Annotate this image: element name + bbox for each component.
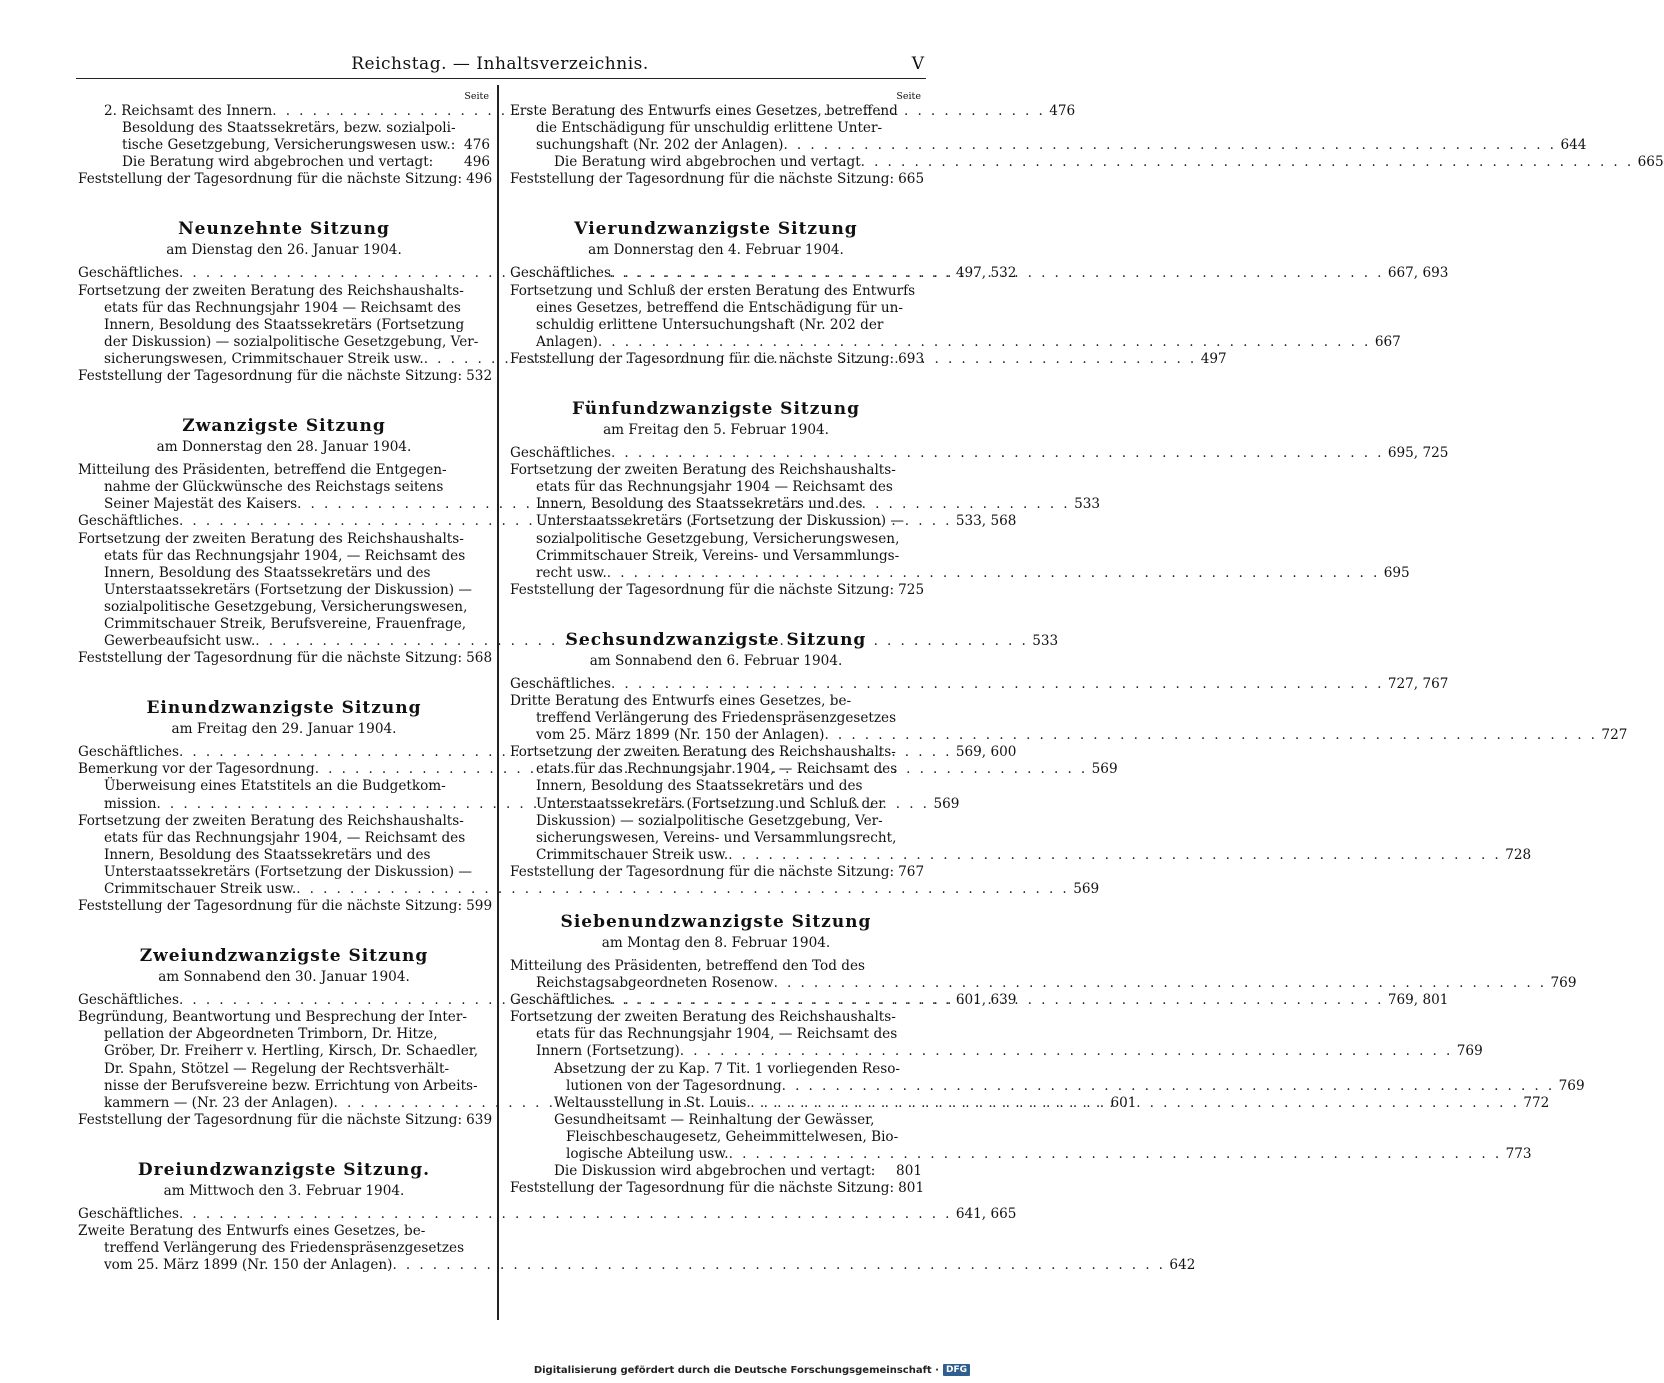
toc-entry-text: nisse der Berufsvereine bezw. Errichtung von Arbeits-	[104, 1077, 478, 1094]
section-spacer	[510, 188, 922, 218]
leader-dots	[774, 975, 1547, 992]
toc-entry-text: Crimmitschauer Streik usw.	[536, 846, 729, 863]
toc-entry	[78, 1009, 490, 1026]
toc-entry-text: Fortsetzung der zweiten Beratung des Reichshaushalts-	[78, 282, 464, 299]
toc-entry-text: Fortsetzung und Schluß der ersten Beratung des Entwurfs	[510, 282, 916, 299]
session-title: Fünfundzwanzigste Sitzung	[571, 399, 861, 420]
toc-entry-text: etats für das Rechnungsjahr 1904, — Reichsamt des	[536, 761, 898, 778]
toc-entry-text: Feststellung der Tagesordnung für die nächste Sitzung:	[78, 368, 463, 385]
toc-entry-text: tische Gesetzgebung, Versicherungswesen usw.:	[122, 137, 456, 154]
toc-entry-text: Innern, Besoldung des Staatssekretärs und des	[104, 846, 431, 863]
leader-dots	[179, 1206, 952, 1223]
toc-entry	[78, 120, 490, 137]
toc-entry-text: Feststellung der Tagesordnung für die nächste Sitzung:	[510, 350, 895, 367]
toc-entry	[510, 171, 925, 188]
toc-entry-text: Feststellung der Tagesordnung für die nächste Sitzung:	[510, 581, 895, 598]
toc-entry-text: Dritte Beratung des Entwurfs eines Gesetzes, be-	[510, 692, 852, 709]
page-number: V	[911, 54, 924, 74]
toc-entry	[78, 479, 490, 496]
toc-entry-text: Reichstagsabgeordneten Rosenow	[536, 975, 774, 992]
header-rule	[76, 78, 926, 79]
session-title: Einundzwanzigste Sitzung	[146, 698, 422, 719]
toc-entry-text: kammern — (Nr. 23 der Anlagen)	[104, 1094, 334, 1111]
toc-entry-text: vom 25. März 1899 (Nr. 150 der Anlagen)	[104, 1257, 393, 1274]
toc-entry	[78, 830, 490, 847]
toc-entry-text: eines Gesetzes, betreffend die Entschädigung für un-	[536, 299, 903, 316]
toc-page-number: 599	[466, 898, 493, 915]
toc-entry	[510, 1061, 922, 1078]
section-spacer	[78, 188, 490, 218]
toc-entry-text: Erste Beratung des Entwurfs eines Gesetzes, betreffend	[510, 103, 898, 119]
session-title: Zweiundzwanzigste Sitzung	[139, 946, 429, 967]
section-spacer	[78, 1129, 490, 1159]
toc-entry-text: Begründung, Beantwortung und Besprechung der Inter-	[78, 1009, 467, 1026]
toc-page-number: 569	[1073, 881, 1100, 897]
toc-entry-text: Gesundheitsamt — Reinhaltung der Gewässer,	[554, 1111, 875, 1128]
toc-entry	[510, 564, 1410, 582]
toc-entry	[510, 1043, 1483, 1060]
toc-page-number: 769	[1558, 1077, 1585, 1094]
toc-entry-text: Feststellung der Tagesordnung für die nächste Sitzung:	[510, 171, 895, 188]
toc-page-number: 569	[933, 795, 960, 812]
leader-dots	[746, 1095, 1519, 1112]
toc-entry-text: treffend Verlängerung des Friedenspräsenzgesetzes	[536, 710, 897, 727]
toc-entry-text: Die Beratung wird abgebrochen und vertagt	[554, 154, 861, 171]
toc-entry-text: Geschäftliches	[510, 445, 611, 462]
toc-page-number: 727, 767	[1387, 675, 1449, 692]
toc-entry-text: Fortsetzung der zweiten Beratung des Reichshaushalts-	[78, 530, 464, 547]
toc-entry	[510, 958, 922, 975]
toc-page-number: 569	[1091, 761, 1118, 778]
toc-page-number: 642	[1169, 1257, 1196, 1274]
toc-entry-text: Geschäftliches	[510, 675, 611, 692]
toc-page-number: 496	[466, 171, 493, 188]
toc-entry-text: mission	[104, 795, 157, 812]
toc-entry-text: etats für das Rechnungsjahr 1904, — Reichsamt des	[536, 1026, 898, 1043]
section-spacer	[510, 881, 922, 911]
toc-entry	[510, 548, 922, 565]
toc-entry-text: suchungshaft (Nr. 202 der Anlagen)	[536, 137, 784, 154]
toc-entry-text: der Diskussion) — sozialpolitische Gesetzgebung, Ver-	[104, 333, 479, 350]
toc-entry-text: Crimmitschauer Streik, Vereins- und Versammlungs-	[536, 547, 900, 564]
toc-entry-text: Crimmitschauer Streik usw.	[104, 881, 297, 897]
toc-entry	[510, 846, 1532, 864]
toc-entry	[78, 778, 490, 795]
toc-entry	[510, 283, 922, 300]
toc-page-number: 497, 532	[955, 265, 1017, 282]
toc-entry-text: Feststellung der Tagesordnung für die nächste Sitzung:	[78, 1111, 463, 1128]
toc-entry	[510, 796, 922, 813]
toc-entry	[78, 368, 493, 385]
footer-credit	[534, 1364, 970, 1376]
toc-entry-text: Geschäftliches	[510, 992, 611, 1009]
toc-entry	[78, 1061, 490, 1078]
toc-entry-text: Zweite Beratung des Entwurfs eines Gesetzes, be-	[78, 1223, 426, 1240]
toc-entry	[510, 1077, 1585, 1095]
toc-page-number: 639	[466, 1111, 493, 1128]
toc-entry-text: Geschäftliches	[78, 744, 179, 761]
toc-entry-text: logische Abteilung usw.	[566, 1146, 729, 1163]
toc-entry-text: sicherungswesen, Vereins- und Versammlungsrecht,	[536, 829, 897, 846]
toc-entry-text: etats für das Rechnungsjahr 1904, — Reichsamt des	[104, 829, 466, 846]
toc-entry	[510, 1163, 922, 1180]
toc-page-number: 695	[1383, 564, 1410, 581]
toc-page-number: 569, 600	[955, 744, 1017, 761]
dfg-logo: DFG	[943, 1364, 970, 1376]
toc-entry	[78, 599, 490, 616]
leader-dots	[598, 334, 1371, 351]
toc-page-number: 601	[1110, 1094, 1137, 1111]
toc-entry-text: Weltausstellung in St. Louis	[554, 1094, 747, 1111]
toc-entry	[510, 1180, 925, 1197]
session-date: am Dienstag den 26. Januar 1904.	[166, 242, 402, 259]
session-date: am Montag den 8. Februar 1904.	[601, 935, 831, 951]
toc-entry-text: Seiner Majestät des Kaisers	[104, 496, 298, 513]
page-column-label: Seite	[896, 91, 921, 102]
toc-entry	[78, 137, 490, 154]
toc-entry-text: Innern, Besoldung des Staatssekretärs und des	[536, 496, 863, 513]
toc-entry	[510, 813, 922, 830]
toc-page-number: 667	[1374, 333, 1401, 350]
toc-page-number: 665	[898, 171, 925, 188]
toc-entry-text: Geschäftliches	[78, 1205, 179, 1222]
session-title: Neunzehnte Sitzung	[178, 219, 390, 240]
toc-entry	[510, 830, 922, 847]
toc-entry	[510, 154, 1664, 171]
toc-entry-text: Innern (Fortsetzung)	[536, 1043, 680, 1060]
session-title: Vierundzwanzigste Sitzung	[574, 219, 858, 240]
toc-entry	[78, 300, 490, 317]
toc-entry-text: Fortsetzung der zweiten Beratung des Reichshaushalts-	[510, 744, 896, 761]
toc-page-number: 496	[464, 154, 490, 171]
toc-entry-text: die Entschädigung für unschuldig erlittene Unter-	[536, 120, 883, 137]
toc-entry-text: Geschäftliches	[78, 992, 179, 1009]
toc-entry	[510, 103, 922, 120]
header-title: Reichstag. — Inhaltsverzeichnis.	[351, 54, 649, 74]
toc-page-number: 769	[1550, 975, 1577, 992]
toc-entry-text: Absetzung der zu Kap. 7 Tit. 1 vorliegenden Reso-	[554, 1060, 901, 1077]
toc-entry	[78, 154, 490, 171]
toc-entry-text: Fortsetzung der zweiten Beratung des Reichshaushalts-	[510, 1009, 896, 1026]
toc-entry	[78, 565, 490, 582]
toc-entry-text: Dr. Spahn, Stötzel — Regelung der Rechtsverhält-	[104, 1060, 450, 1077]
toc-entry-text: Feststellung der Tagesordnung für die nächste Sitzung:	[78, 650, 463, 667]
toc-page-number: 728	[1505, 846, 1532, 863]
toc-entry	[510, 727, 1628, 744]
leader-dots	[680, 1043, 1453, 1060]
toc-entry-text: Geschäftliches	[78, 265, 179, 282]
toc-entry	[510, 863, 925, 881]
toc-entry-text: Diskussion) — sozialpolitische Gesetzgebung, Ver-	[536, 812, 883, 829]
toc-entry	[510, 333, 1401, 351]
toc-page-number: 801	[896, 1163, 922, 1180]
toc-entry-text: Fortsetzung der zweiten Beratung des Reichshaushalts-	[510, 462, 896, 479]
leader-dots	[783, 137, 1556, 154]
toc-entry	[510, 693, 922, 710]
toc-entry	[510, 300, 922, 317]
toc-entry	[510, 1026, 922, 1043]
toc-entry	[510, 975, 1577, 992]
toc-entry-text: Gewerbeaufsicht usw.	[104, 633, 256, 650]
toc-page-number: 769	[1456, 1043, 1483, 1060]
toc-page-number: 693	[898, 350, 925, 367]
section-spacer	[78, 915, 490, 945]
toc-entry	[510, 1129, 922, 1146]
toc-entry-text: Geschäftliches	[78, 513, 179, 530]
toc-entry	[510, 445, 1449, 462]
toc-entry	[78, 881, 1100, 898]
toc-entry	[78, 864, 490, 881]
session-title: Dreiundzwanzigste Sitzung.	[137, 1159, 431, 1180]
toc-page-number: 772	[1523, 1094, 1550, 1111]
session-date: am Donnerstag den 4. Februar 1904.	[588, 242, 844, 259]
toc-page-number: 644	[1560, 137, 1587, 154]
toc-entry-text: etats für das Rechnungsjahr 1904, — Reichsamt des	[104, 547, 466, 564]
toc-entry	[78, 1240, 490, 1257]
toc-entry-text: schuldig erlittene Untersuchungshaft (Nr. 202 der	[536, 316, 884, 333]
toc-page-number: 773	[1505, 1146, 1532, 1163]
toc-entry-text: Anlagen)	[536, 333, 598, 350]
toc-entry-text: Unterstaatssekretärs (Fortsetzung der Diskussion) —	[104, 581, 473, 598]
toc-entry-text: etats für das Rechnungsjahr 1904 — Reichsamt des	[536, 479, 893, 496]
toc-entry-text: Feststellung der Tagesordnung für die nächste Sitzung:	[510, 863, 895, 880]
toc-entry	[78, 317, 490, 334]
toc-page-number: 665	[1637, 154, 1664, 171]
toc-entry	[78, 531, 490, 548]
toc-page-number: 769, 801	[1387, 992, 1449, 1009]
section-spacer	[78, 385, 490, 415]
toc-entry	[78, 650, 493, 667]
toc-entry	[78, 283, 490, 300]
toc-page-number: 533, 568	[955, 513, 1017, 530]
toc-entry	[78, 1043, 490, 1060]
toc-entry-text: sozialpolitische Gesetzgebung, Versicherungswesen,	[536, 530, 900, 547]
toc-entry	[78, 1111, 493, 1129]
leader-dots	[392, 1257, 1165, 1274]
toc-entry-text: Mitteilung des Präsidenten, betreffend den Tod des	[510, 958, 865, 974]
toc-entry	[78, 171, 493, 188]
toc-entry-text: Feststellung der Tagesordnung für die nächste Sitzung:	[78, 898, 463, 915]
session-title: Siebenundzwanzigste Sitzung	[560, 912, 872, 932]
toc-entry-text: Feststellung der Tagesordnung für die nächste Sitzung:	[510, 1180, 895, 1197]
toc-page-number: 476	[464, 137, 490, 154]
toc-entry	[78, 582, 490, 599]
toc-entry-text: Bemerkung vor der Tagesordnung	[78, 761, 315, 778]
toc-entry	[510, 496, 922, 513]
toc-entry	[78, 1223, 490, 1240]
section-spacer	[78, 667, 490, 697]
toc-page-number: 601, 639	[955, 992, 1017, 1009]
session-title: Sechsundzwanzigste Sitzung	[565, 629, 867, 650]
toc-entry	[78, 616, 490, 633]
toc-entry	[510, 1112, 922, 1129]
page-column-label: Seite	[464, 91, 489, 102]
leader-dots	[607, 565, 1380, 582]
toc-entry	[78, 813, 490, 830]
toc-entry-text: Die Diskussion wird abgebrochen und vertagt:	[554, 1163, 876, 1180]
section-spacer	[510, 599, 922, 629]
running-header	[0, 54, 1000, 78]
toc-entry-text: Gröber, Dr. Freiherr v. Hertling, Kirsch, Dr. Schaedler,	[104, 1043, 479, 1060]
toc-entry-text: lutionen von der Tagesordnung	[566, 1077, 782, 1094]
toc-entry	[78, 1205, 1017, 1223]
toc-entry	[78, 548, 490, 565]
toc-entry-text: Fortsetzung der zweiten Beratung des Reichshaushalts-	[78, 812, 464, 829]
toc-entry	[510, 710, 922, 727]
toc-entry-text: sicherungswesen, Crimmitschauer Streik usw.	[104, 350, 424, 367]
toc-entry-text: recht usw.	[536, 564, 607, 581]
toc-entry-text: Fleischbeschaugesetz, Geheimmittelwesen, Bio-	[566, 1128, 899, 1145]
toc-page-number: 727	[1601, 727, 1628, 744]
toc-entry-text: sozialpolitische Gesetzgebung, Versicherungswesen,	[104, 598, 468, 615]
toc-entry-text: Besoldung des Staatssekretärs, bezw. sozialpoli-	[122, 120, 456, 137]
toc-entry	[78, 992, 1017, 1009]
toc-entry-text: Unterstaatssekretärs (Fortsetzung und Schluß der	[536, 795, 885, 812]
toc-entry	[510, 581, 925, 599]
toc-page-number: 641, 665	[955, 1205, 1017, 1222]
toc-page-number: 767	[898, 863, 925, 880]
toc-entry	[510, 462, 922, 479]
session-date: am Sonnabend den 30. Januar 1904.	[158, 969, 410, 986]
toc-page-number: 532	[466, 368, 493, 385]
toc-entry-text: treffend Verlängerung des Friedenspräsenzgesetzes	[104, 1240, 465, 1257]
toc-entry-text: Unterstaatssekretärs (Fortsetzung der Diskussion) —	[104, 863, 473, 880]
toc-page-number: 568	[466, 650, 493, 667]
toc-entry	[78, 1026, 490, 1043]
leader-dots	[611, 265, 1384, 282]
leader-dots	[611, 445, 1384, 462]
leader-dots	[611, 676, 1384, 693]
session-date: am Mittwoch den 3. Februar 1904.	[163, 1182, 405, 1199]
toc-entry	[510, 120, 922, 137]
toc-entry-text: Innern, Besoldung des Staatssekretärs (Fortsetzung	[104, 316, 465, 333]
toc-entry-text: Geschäftliches	[510, 265, 611, 282]
toc-entry-text: nahme der Glückwünsche des Reichstags seitens	[104, 479, 444, 496]
leader-dots	[728, 847, 1501, 864]
toc-page-number: 476	[1049, 103, 1076, 119]
footer-text: Digitalisierung gefördert durch die Deutsche Forschungsgemeinschaft ·	[533, 1364, 939, 1376]
leader-dots	[729, 1146, 1502, 1163]
toc-entry-text: pellation der Abgeordneten Trimborn, Dr. Hitze,	[104, 1026, 438, 1043]
session-date: am Freitag den 5. Februar 1904.	[603, 422, 829, 439]
toc-entry-text: Feststellung der Tagesordnung für die nächste Sitzung:	[78, 171, 463, 188]
session-title: Zwanzigste Sitzung	[182, 416, 386, 437]
section-spacer	[510, 368, 922, 398]
leader-dots	[611, 992, 1384, 1009]
leader-dots	[824, 727, 1597, 744]
toc-entry	[78, 265, 1017, 282]
toc-entry-text: 2. Reichsamt des Innern	[104, 103, 273, 119]
toc-entry	[510, 137, 1587, 154]
toc-entry-text: Überweisung eines Etatstitels an die Budgetkom-	[104, 778, 446, 795]
toc-entry	[510, 350, 925, 368]
toc-entry	[78, 1078, 490, 1095]
toc-entry	[78, 462, 490, 479]
toc-entry-text: Innern, Besoldung des Staatssekretärs und des	[104, 564, 431, 581]
toc-entry	[78, 847, 490, 864]
toc-entry	[510, 1009, 922, 1026]
toc-page-number: 667, 693	[1387, 265, 1449, 282]
session-date: am Sonnabend den 6. Februar 1904.	[589, 652, 843, 669]
session-date: am Freitag den 29. Januar 1904.	[171, 721, 397, 738]
toc-entry	[510, 317, 922, 334]
session-date: am Donnerstag den 28. Januar 1904.	[156, 439, 412, 456]
toc-entry-text: etats für das Rechnungsjahr 1904 — Reichsamt des	[104, 299, 461, 316]
toc-entry	[78, 334, 490, 351]
toc-entry-text: Innern, Besoldung des Staatssekretärs und des	[536, 778, 863, 795]
toc-entry-text: Crimmitschauer Streik, Berufsvereine, Frauenfrage,	[104, 615, 467, 632]
toc-entry	[510, 744, 922, 761]
toc-page-number: 725	[898, 581, 925, 598]
toc-page-number: 497	[1200, 350, 1227, 367]
toc-page-number: 695, 725	[1387, 445, 1449, 462]
toc-entry	[510, 778, 922, 795]
toc-page-number: 533	[1074, 496, 1101, 513]
toc-entry-text: vom 25. März 1899 (Nr. 150 der Anlagen)	[536, 727, 825, 744]
leader-dots	[782, 1078, 1555, 1095]
toc-entry-text: Mitteilung des Präsidenten, betreffend die Entgegen-	[78, 462, 447, 479]
toc-entry	[510, 1146, 1532, 1163]
leader-dots	[861, 154, 1634, 171]
toc-page-number: 533	[1032, 633, 1059, 650]
toc-entry	[510, 761, 922, 778]
toc-page-number: 801	[898, 1180, 925, 1197]
toc-entry	[510, 531, 922, 548]
toc-entry-text: Die Beratung wird abgebrochen und vertagt:	[122, 154, 434, 171]
toc-entry	[510, 479, 922, 496]
toc-entry	[510, 675, 1449, 693]
toc-entry	[78, 898, 493, 915]
toc-entry	[510, 513, 922, 530]
toc-entry	[78, 1257, 1196, 1274]
toc-entry-text: Unterstaatssekretärs (Fortsetzung der Diskussion) —	[536, 513, 905, 530]
